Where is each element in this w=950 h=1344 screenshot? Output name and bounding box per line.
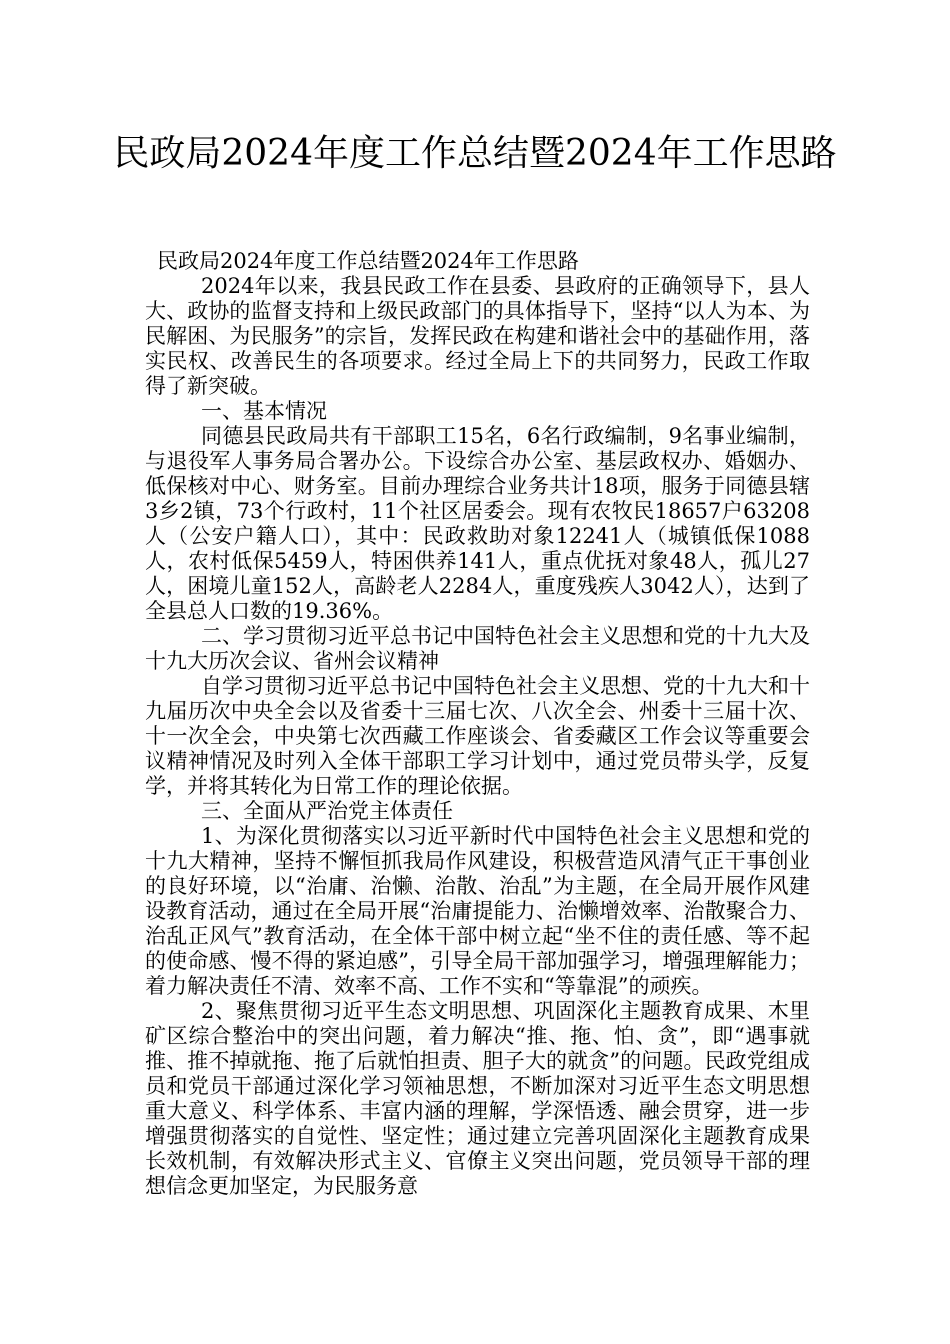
section-heading-3: 三、全面从严治党主体责任: [201, 799, 453, 823]
section-heading-2: 二、学习贯彻习近平总书记中国特色社会主义思想和党的十九大及十九大历次会议、省州会议精神: [145, 624, 810, 673]
paragraph-intro: 2024年以来，我县民政工作在县委、县政府的正确领导下，县人大、政协的监督支持和上级民政部门的具体指导下，坚持“以人为本、为民解困、为民服务”的宗旨，发挥民政在构建和谐社会中的基础作用，落实民权、改善民生的各项要求。经过全局上下的共同努力，民政工作取得了新突破。: [145, 274, 810, 398]
document-title: 民政局2024年度工作总结暨2024年工作思路: [113, 133, 837, 174]
paragraph-item-1: 1、为深化贯彻落实以习近平新时代中国特色社会主义思想和党的十九大精神，坚持不懈恒抓我局作风建设，积极营造风清气正干事创业的良好环境，以“治庸、治懒、治散、治乱”为主题，在全局开展作风建设教育活动，通过在全局开展“治庸提能力、治懒增效率、治散聚合力、治乱正风气”教育活动，在全体干部中树立起“坐不住的责任感、等不起的使命感、慢不得的紧迫感”，引导全局干部加强学习，增强理解能力；着力解决责任不清、效率不高、工作不实和“等靠混”的顽疾。: [145, 824, 810, 998]
document-subtitle: 民政局2024年度工作总结暨2024年工作思路: [157, 249, 579, 273]
paragraph-basic-situation: 同德县民政局共有干部职工15名，6名行政编制，9名事业编制，与退役军人事务局合署办公。下设综合办公室、基层政权办、婚姻办、低保核对中心、财务室。目前办理综合业务共计18项，服务于同德县辖3乡2镇，73个行政村，11个社区居委会。现有农牧民18657户63208人（公安户籍人口），其中：民政救助对象12241人（城镇低保1088人，农村低保5459人，特困供养141人，重点优抚对象48人，孤儿27人，困境儿童152人，高龄老人2284人，重度残疾人3042人），达到了全县总人口数的19.36%。: [145, 424, 810, 623]
paragraph-study: 自学习贯彻习近平总书记中国特色社会主义思想、党的十九大和十九届历次中央全会以及省委十三届七次、八次全会、州委十三届十次、十一次全会，中央第七次西藏工作座谈会、省委藏区工作会议等重要会议精神情况及时列入全体干部职工学习计划中，通过党员带头学，反复学，并将其转化为日常工作的理论依据。: [145, 674, 810, 798]
section-heading-1: 一、基本情况: [201, 399, 327, 423]
paragraph-item-2: 2、聚焦贯彻习近平生态文明思想、巩固深化主题教育成果、木里矿区综合整治中的突出问题，着力解决“推、拖、怕、贪”，即“遇事就推、推不掉就拖、拖了后就怕担责、胆子大的就贪”的问题。民政党组成员和党员干部通过深化学习领袖思想，不断加深对习近平生态文明思想重大意义、科学体系、丰富内涵的理解，学深悟透、融会贯穿，进一步增强贯彻落实的自觉性、坚定性；通过建立完善巩固深化主题教育成果长效机制，有效解决形式主义、官僚主义突出问题，党员领导干部的理想信念更加坚定，为民服务意: [145, 999, 810, 1198]
document-body: [145, 249, 810, 1199]
